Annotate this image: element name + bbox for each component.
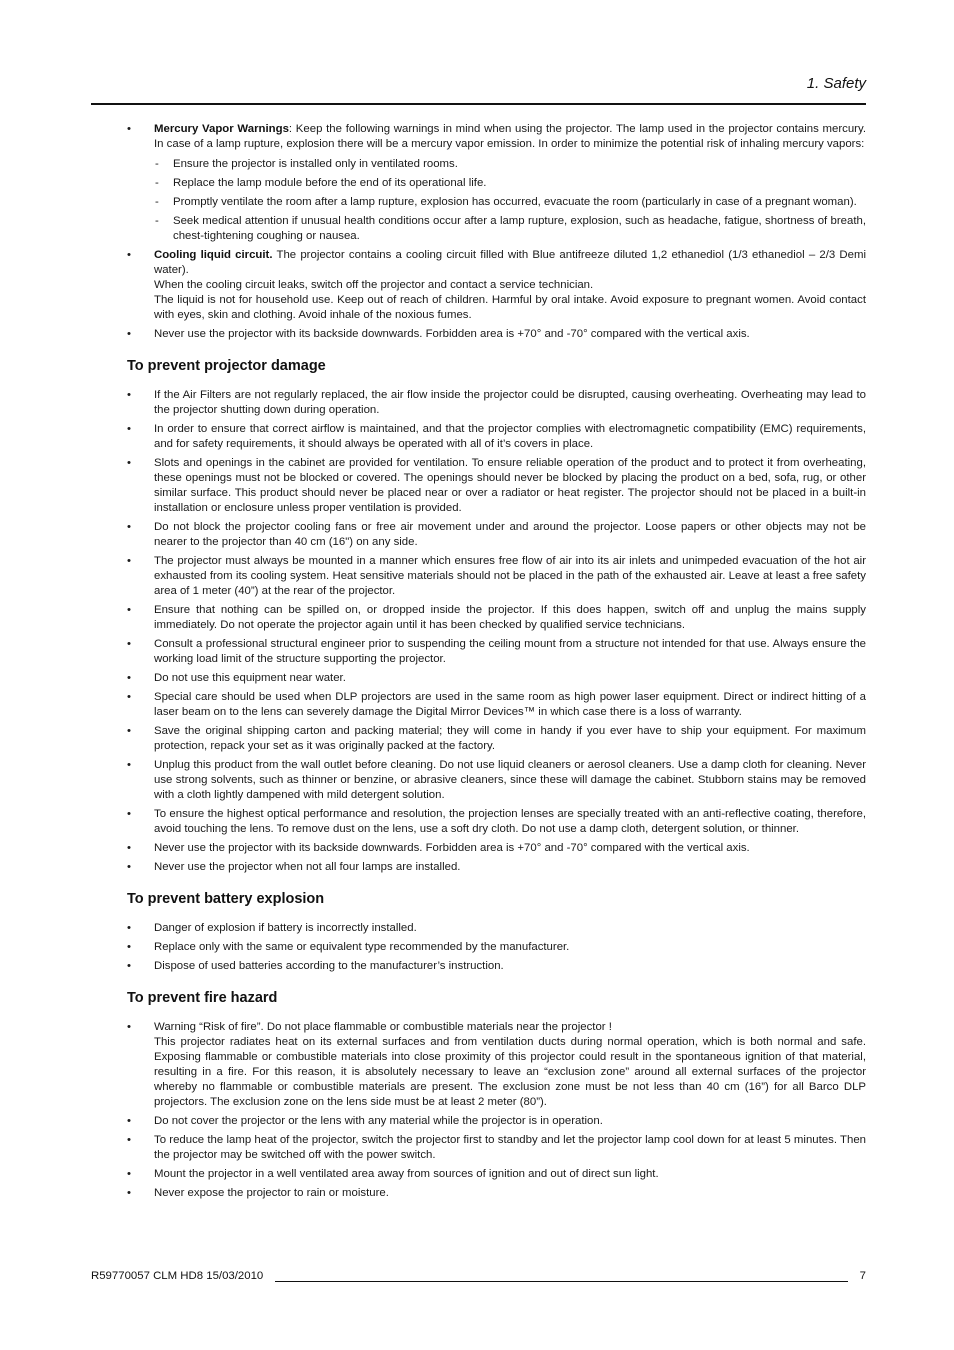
mercury-warning-lead: Mercury Vapor Warnings	[154, 123, 289, 135]
list-item-fire-warning	[127, 1020, 866, 1110]
fire-warning-text: Warning “Risk of fire”. Do not place flammable or combustible materials near the projector !	[154, 1021, 612, 1033]
page-number: 7	[859, 1270, 866, 1282]
list-item: • Do not use this equipment near water.	[127, 671, 866, 686]
page-content	[127, 122, 866, 1205]
cooling-liquid-text: The projector contains a cooling circuit filled with Blue antifreeze diluted 1,2 ethanediol (1/3 ethanediol – 2/3 Demi water).	[154, 249, 866, 276]
list-item: • Do not cover the projector or the lens with any material while the projector is in operation.	[127, 1114, 866, 1129]
list-item: • Never use the projector with its backside downwards. Forbidden area is +70° and -70° compared with the vertical axis.	[127, 841, 866, 856]
mercury-sub-item: - Seek medical attention if unusual health conditions occur after a lamp rupture, explosion, such as headache, fatigue, shortness of breath, chest-tightening coughing or nausea.	[154, 214, 866, 244]
mercury-sublist	[154, 157, 866, 244]
cooling-liquid-para: The liquid is not for household use. Keep out of reach of children. Harmful by oral intake. Avoid exposure to pregnant women. Avoid contact with eyes, skin and clothing. Avoid inhale of the noxious fumes.	[154, 294, 866, 321]
page-header-title: 1. Safety	[806, 75, 866, 92]
list-item: • Danger of explosion if battery is incorrectly installed.	[127, 921, 866, 936]
intro-list	[127, 122, 866, 342]
list-item: • If the Air Filters are not regularly replaced, the air flow inside the projector could be disrupted, causing overheating. Overheating may lead to the projector shutting down during operation.	[127, 388, 866, 418]
list-item: • The projector must always be mounted in a manner which ensures free flow of air into its air inlets and unimpeded evacuation of the hot air exhausted from its cooling system. Heat sensitive materials should not be placed in the path of the exhausted air. Leave at least a free safety area of 1 meter (40”) at the rear of the projector.	[127, 554, 866, 599]
section-heading-battery: To prevent battery explosion	[127, 891, 325, 907]
list-item: • Unplug this product from the wall outlet before cleaning. Do not use liquid cleaners or aerosol cleaners. Use a damp cloth for cleaning. Never use strong solvents, such as thinner or benzine, or abrasive cleaners, since these will damage the cabinet. Stubborn stains may be removed with a cloth lightly dampened with mild detergent solution.	[127, 758, 866, 803]
fire-warning-para: This projector radiates heat on its external surfaces and from ventilation ducts during normal operation, which is both normal and safe. Exposing flammable or combustible materials into close proximity of this projector could result in the spontaneous ignition of that material, resulting in a fire. For this reason, it is absolutely necessary to leave an “exclusion zone” around all external surfaces of the projector whereby no flammable or combustible materials are present. The exclusion zone must be not less than 40 cm (16”) for all Barco DLP projectors. The exclusion zone on the lens side must be at least 2 meter (80”).	[154, 1036, 866, 1108]
battery-list	[127, 921, 866, 974]
page-footer	[91, 1270, 866, 1282]
list-item: • Special care should be used when DLP projectors are used in the same room as high power laser equipment. Direct or indirect hitting of a laser beam on to the lens can severely damage the Digital Mirror Devices™ in which case there is a loss of warranty.	[127, 690, 866, 720]
list-item: • In order to ensure that correct airflow is maintained, and that the projector complies with electromagnetic compatibility (EMC) requirements, and for safety requirements, it should always be operated with all of it’s covers in place.	[127, 422, 866, 452]
list-item: • Never use the projector when not all four lamps are installed.	[127, 860, 866, 875]
fire-list	[127, 1020, 866, 1201]
cooling-liquid-lead: Cooling liquid circuit.	[154, 249, 273, 261]
mercury-warning-text: : Keep the following warnings in mind when using the projector. The lamp used in the projector contains mercury. In case of a lamp rupture, explosion there will be a mercury vapor emission. In order to minimize the potential risk of inhaling mercury vapors:	[154, 123, 866, 150]
mercury-sub-item: - Ensure the projector is installed only in ventilated rooms.	[154, 157, 866, 172]
list-item: • To reduce the lamp heat of the projector, switch the projector first to standby and let the projector lamp cool down for at least 5 minutes. Then the projector may be switched off with the power switch.	[127, 1133, 866, 1163]
list-item: • Never expose the projector to rain or moisture.	[127, 1186, 866, 1201]
list-item: • Slots and openings in the cabinet are provided for ventilation. To ensure reliable operation of the product and to protect it from overheating, these openings must not be blocked or covered. The openings should never be blocked by placing the product on a bed, sofa, rug, or other similar surface. This product should never be placed near or over a radiator or heat register. The projector should not be placed in a built-in installation or enclosure unless proper ventilation is provided.	[127, 456, 866, 516]
list-item: • Mount the projector in a well ventilated area away from sources of ignition and out of direct sun light.	[127, 1167, 866, 1182]
section-heading-fire: To prevent fire hazard	[127, 990, 278, 1006]
list-item: • Ensure that nothing can be spilled on, or dropped inside the projector. If this does happen, switch off and unplug the mains supply immediately. Do not operate the projector again until it has been checked by qualified service technicians.	[127, 603, 866, 633]
mercury-sub-item: - Promptly ventilate the room after a lamp rupture, explosion has occurred, evacuate the room (particularly in case of a pregnant woman).	[154, 195, 866, 210]
footer-doc-ref: R59770057 CLM HD8 15/03/2010	[91, 1270, 264, 1282]
list-item: • Do not block the projector cooling fans or free air movement under and around the projector. Loose papers or other objects may not be nearer to the projector than 40 cm (16") on any side.	[127, 520, 866, 550]
list-item: • Save the original shipping carton and packing material; they will come in handy if you ever have to ship your equipment. For maximum protection, repack your set as it was originally packed at the factory.	[127, 724, 866, 754]
list-item-backside: • Never use the projector with its backside downwards. Forbidden area is +70° and -70° compared with the vertical axis.	[127, 327, 866, 342]
list-item: • Consult a professional structural engineer prior to suspending the ceiling mount from a structure not intended for that use. Always ensure the working load limit of the structure supporting the projector.	[127, 637, 866, 667]
section-heading-damage: To prevent projector damage	[127, 358, 326, 374]
mercury-sub-item: - Replace the lamp module before the end of its operational life.	[154, 176, 866, 191]
cooling-liquid-para: When the cooling circuit leaks, switch off the projector and contact a service technician.	[154, 279, 594, 291]
list-item: • Dispose of used batteries according to the manufacturer’s instruction.	[127, 959, 866, 974]
list-item: • To ensure the highest optical performance and resolution, the projection lenses are specially treated with an anti-reflective coating, therefore, avoid touching the lens. To remove dust on the lens, use a soft dry cloth. Do not use a damp cloth, detergent solution, or thinner.	[127, 807, 866, 837]
list-item-cooling-liquid	[127, 248, 866, 323]
damage-list	[127, 388, 866, 875]
header-rule	[91, 103, 866, 105]
footer-rule	[275, 1281, 847, 1282]
list-item: • Replace only with the same or equivalent type recommended by the manufacturer.	[127, 940, 866, 955]
list-item-mercury-warning	[127, 122, 866, 244]
